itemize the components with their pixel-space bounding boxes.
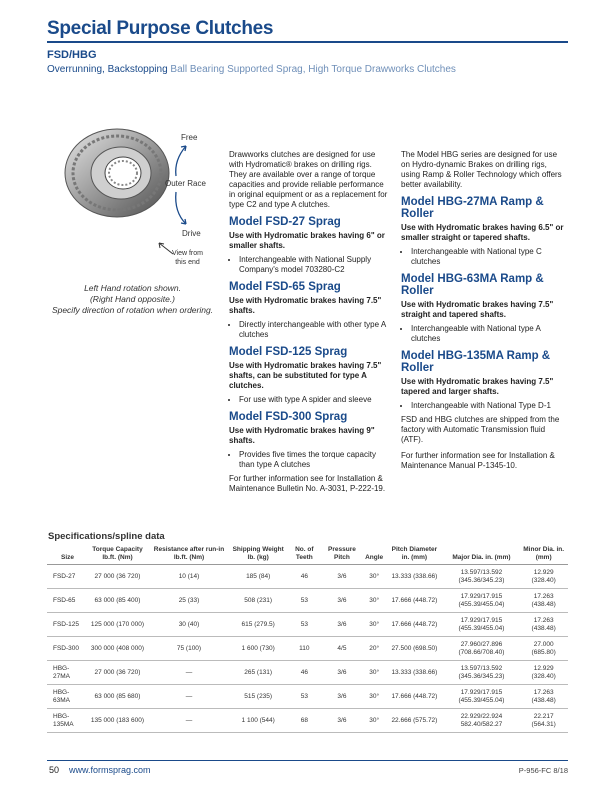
spec-cell: 30°: [363, 685, 385, 709]
spec-table-title: Specifications/spline data: [48, 531, 165, 542]
spec-header-cell: No. of Teeth: [288, 544, 321, 565]
fsd27-heading: Model FSD-27 Sprag: [229, 216, 341, 228]
hbg27-lead: Use with Hydromatic brakes having 6.5" or smaller straight or tapered shafts.: [401, 223, 564, 242]
spec-cell: 3/6: [321, 661, 363, 685]
spec-cell: 12.929 (328.40): [519, 661, 568, 685]
spec-cell: 17.929/17.915 (455.39/455.04): [444, 685, 520, 709]
fsd300-bullet: • Provides five times the torque capacity than type A clutches: [239, 450, 389, 470]
table-row: [47, 709, 568, 733]
spec-cell: 185 (84): [228, 565, 287, 589]
hbg-intro: The Model HBG series are designed for use on Hydro-dynamic Brakes on drilling rigs, using Ramp & Roller Technology which offers better availability.: [401, 150, 562, 189]
free-label: Free: [181, 133, 198, 142]
spec-cell: 265 (131): [228, 661, 287, 685]
fsd125-lead: Use with Hydromatic brakes having 7.5" shafts, can be substituted for type A clutches.: [229, 361, 382, 390]
spec-cell: 17.666 (448.72): [385, 589, 443, 613]
spec-cell: 508 (231): [228, 589, 287, 613]
title-rule: [47, 41, 568, 43]
fsd300-heading: Model FSD-300 Sprag: [229, 411, 348, 423]
spec-cell: 27 000 (36 720): [85, 565, 149, 589]
spec-header-cell: Resistance after run-in lb.ft. (Nm): [150, 544, 229, 565]
fsd-column: [229, 150, 389, 500]
hbg63-list: [401, 324, 566, 344]
fsd300-list: [229, 450, 389, 470]
spec-cell: 17.929/17.915 (455.39/455.04): [444, 589, 520, 613]
hbg27-bullet: • Interchangeable with National type C clutches: [411, 247, 566, 267]
hbg27-list: [401, 247, 566, 267]
spec-cell: 13.597/13.592 (345.36/345.23): [444, 565, 520, 589]
spec-cell: 300 000 (408 000): [85, 637, 149, 661]
spec-cell: 22.929/22.924 582.40/582.27: [444, 709, 520, 733]
hbg-column: [401, 150, 566, 477]
fsd65-bullet: • Directly interchangeable with other type A clutches: [239, 320, 389, 340]
spec-cell: 1 600 (730): [228, 637, 287, 661]
caption-line2: (Right Hand opposite.): [89, 294, 176, 304]
subtitle-rest: Ball Bearing Supported Sprag, High Torque Drawworks Clutches: [167, 64, 456, 75]
fsd27-list: [229, 255, 389, 275]
spec-cell: 17.263 (438.48): [519, 613, 568, 637]
spec-size-cell: FSD-65: [47, 589, 85, 613]
hbg135-heading: Model HBG-135MA Ramp & Roller: [401, 350, 551, 374]
table-row: [47, 637, 568, 661]
fsd300-lead: Use with Hydromatic brakes having 9" shafts.: [229, 426, 375, 445]
drive-label: Drive: [182, 229, 201, 238]
spec-header-cell: Pitch Diameter in. (mm): [385, 544, 443, 565]
fsd65-list: [229, 320, 389, 340]
table-row: [47, 589, 568, 613]
spec-header-cell: Angle: [363, 544, 385, 565]
spec-cell: 30°: [363, 589, 385, 613]
hbg27-heading: Model HBG-27MA Ramp & Roller: [401, 196, 544, 220]
view-label: [172, 249, 203, 267]
spec-cell: 53: [288, 589, 321, 613]
spec-cell: 25 (33): [150, 589, 229, 613]
document-code: P-956-FC 8/18: [518, 766, 568, 775]
spec-cell: 30 (40): [150, 613, 229, 637]
view-label-line1: View from: [172, 250, 203, 257]
fsd65-heading: Model FSD-65 Sprag: [229, 281, 341, 293]
spec-cell: 22.666 (575.72): [385, 709, 443, 733]
spec-cell: 53: [288, 613, 321, 637]
spec-cell: 13.333 (338.66): [385, 565, 443, 589]
spec-cell: 17.263 (438.48): [519, 685, 568, 709]
hbg-shipped-note: FSD and HBG clutches are shipped from the factory with Automatic Transmission fluid (ATF).: [401, 415, 560, 444]
table-row: [47, 661, 568, 685]
spec-size-cell: FSD-27: [47, 565, 85, 589]
spec-table-body: [47, 565, 568, 733]
spec-cell: 30°: [363, 709, 385, 733]
spec-cell: 27.960/27.896 (708.66/708.40): [444, 637, 520, 661]
spec-cell: 3/6: [321, 709, 363, 733]
footer-left: [49, 765, 151, 775]
spec-cell: 53: [288, 685, 321, 709]
spec-table: [47, 544, 568, 733]
spec-cell: 17.263 (438.48): [519, 589, 568, 613]
spec-cell: 46: [288, 661, 321, 685]
spec-cell: 17.929/17.915 (455.39/455.04): [444, 613, 520, 637]
fsd65-lead: Use with Hydromatic brakes having 7.5" shafts.: [229, 296, 382, 315]
spec-header-cell: Major Dia. in. (mm): [444, 544, 520, 565]
spec-cell: 20°: [363, 637, 385, 661]
fsd125-list: [229, 395, 389, 405]
view-label-line2: this end: [175, 259, 200, 266]
spec-cell: 63 000 (85 680): [85, 685, 149, 709]
spec-cell: 125 000 (170 000): [85, 613, 149, 637]
spec-cell: 3/6: [321, 613, 363, 637]
hbg63-lead: Use with Hydromatic brakes having 7.5" straight and tapered shafts.: [401, 300, 554, 319]
spec-cell: 27.000 (685.80): [519, 637, 568, 661]
spec-cell: 515 (235): [228, 685, 287, 709]
fsd-further-info: For further information see for Installation & Maintenance Bulletin No. A-3031, P-222-19.: [229, 474, 386, 493]
hbg135-list: [401, 401, 566, 411]
hbg-further-info: For further information see for Installation & Maintenance Manual P-1345-10.: [401, 451, 555, 470]
table-row: [47, 565, 568, 589]
subtitle: [47, 64, 456, 75]
spec-cell: 27 000 (36 720): [85, 661, 149, 685]
spec-cell: —: [150, 661, 229, 685]
page-title: Special Purpose Clutches: [47, 18, 274, 39]
spec-cell: 615 (279.5): [228, 613, 287, 637]
spec-cell: 75 (100): [150, 637, 229, 661]
spec-cell: 10 (14): [150, 565, 229, 589]
fsd27-bullet: • Interchangeable with National Supply Company's model 703280-C2: [239, 255, 389, 275]
spec-cell: 3/6: [321, 589, 363, 613]
spec-cell: —: [150, 709, 229, 733]
spec-size-cell: FSD-125: [47, 613, 85, 637]
hbg63-heading: Model HBG-63MA Ramp & Roller: [401, 273, 544, 297]
subtitle-bold: Overrunning, Backstopping: [47, 64, 168, 75]
website-link[interactable]: www.formsprag.com: [69, 765, 151, 775]
hbg135-lead: Use with Hydromatic brakes having 7.5" tapered and larger shafts.: [401, 377, 554, 396]
series-title: FSD/HBG: [47, 49, 97, 61]
spec-cell: 30°: [363, 613, 385, 637]
spec-size-cell: FSD-300: [47, 637, 85, 661]
spec-cell: 68: [288, 709, 321, 733]
spec-cell: 63 000 (85 400): [85, 589, 149, 613]
fsd125-bullet: • For use with type A spider and sleeve: [239, 395, 389, 405]
spec-cell: 3/6: [321, 565, 363, 589]
clutch-photo: [55, 125, 175, 220]
caption-line3: Specify direction of rotation when ordering.: [51, 305, 214, 315]
spec-cell: 13.597/13.592 (345.36/345.23): [444, 661, 520, 685]
spec-cell: 12.929 (328.40): [519, 565, 568, 589]
spec-cell: 17.666 (448.72): [385, 685, 443, 709]
spec-cell: 30°: [363, 661, 385, 685]
spec-header-cell: Size: [47, 544, 85, 565]
footer-rule: [47, 760, 568, 761]
page-number: 50: [49, 765, 60, 775]
rotation-arrow-icon: [168, 140, 198, 230]
spec-cell: 17.666 (448.72): [385, 613, 443, 637]
spec-header-cell: Shipping Weight lb. (kg): [228, 544, 287, 565]
spec-size-cell: HBG-63MA: [47, 685, 85, 709]
spec-cell: 13.333 (338.66): [385, 661, 443, 685]
spec-cell: 110: [288, 637, 321, 661]
spec-cell: 4/5: [321, 637, 363, 661]
spec-size-cell: HBG-27MA: [47, 661, 85, 685]
rotation-caption: [40, 283, 225, 316]
spec-cell: 135 000 (183 600): [85, 709, 149, 733]
spec-cell: 46: [288, 565, 321, 589]
table-row: [47, 685, 568, 709]
spec-cell: 22.217 (564.31): [519, 709, 568, 733]
spec-header-cell: Pressure Pitch: [321, 544, 363, 565]
spec-header-cell: Torque Capacity lb.ft. (Nm): [85, 544, 149, 565]
spec-size-cell: HBG-135MA: [47, 709, 85, 733]
fsd125-heading: Model FSD-125 Sprag: [229, 346, 348, 358]
spec-cell: 1 100 (544): [228, 709, 287, 733]
outer-race-label: Outer Race: [165, 179, 206, 188]
spec-header-row: [47, 544, 568, 565]
spec-cell: —: [150, 685, 229, 709]
fsd27-lead: Use with Hydromatic brakes having 6" or smaller shafts.: [229, 231, 385, 250]
hbg63-bullet: • Interchangeable with National type A clutches: [411, 324, 566, 344]
table-row: [47, 613, 568, 637]
spec-cell: 3/6: [321, 685, 363, 709]
hbg135-bullet: • Interchangeable with National Type D-1: [411, 401, 566, 411]
spec-cell: 30°: [363, 565, 385, 589]
spec-header-cell: Minor Dia. in. (mm): [519, 544, 568, 565]
fsd-intro: Drawworks clutches are designed for use with Hydromatic® brakes on drilling rigs. They are available over a range of torque capacities and provide reliable performance in original equipment or as a replacement for type C2 and type A clutches.: [229, 150, 388, 209]
caption-line1: Left Hand rotation shown.: [84, 283, 181, 293]
spec-cell: 27.500 (698.50): [385, 637, 443, 661]
